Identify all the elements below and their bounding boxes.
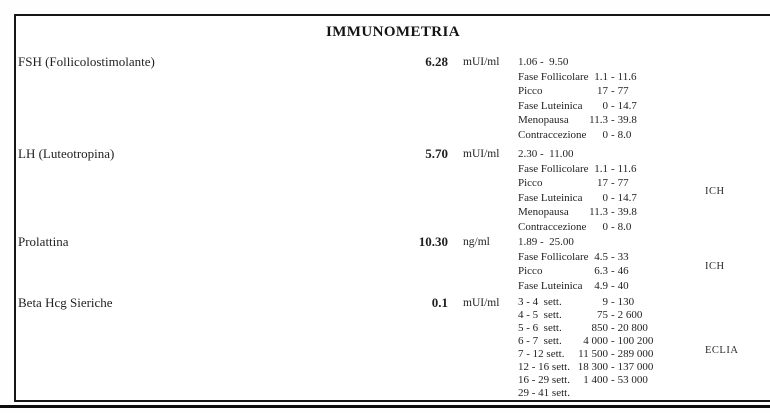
range-low: 17: [597, 85, 608, 98]
reference-sub: [518, 296, 718, 309]
range-low: 4.9: [594, 279, 608, 292]
test-unit: mUI/ml: [463, 56, 500, 68]
range-separator: -: [611, 177, 615, 190]
range-label: Fase Follicolare: [518, 162, 589, 175]
range-high: 53 000: [617, 374, 648, 386]
reference-ranges: [518, 55, 718, 143]
range-high: 8.0: [617, 220, 632, 233]
range-separator: -: [611, 128, 615, 141]
reference-sub: [518, 176, 718, 191]
range-low: 0: [602, 99, 608, 112]
reference-sub: [518, 70, 718, 85]
range-low: 1.1: [594, 162, 608, 175]
reference-sub: [518, 99, 718, 114]
test-result-value: 0.1: [431, 295, 448, 310]
range-low: 11 500: [578, 348, 608, 360]
method-label: ICH: [705, 261, 725, 272]
bottom-rule: [0, 405, 770, 408]
range-separator: -: [611, 309, 615, 321]
reference-sub: [518, 361, 718, 374]
range-low: 4.5: [594, 250, 608, 263]
reference-sub: [518, 335, 718, 348]
method-label: ICH: [705, 186, 725, 197]
range-separator: -: [611, 322, 615, 334]
range-low: 1.1: [594, 70, 608, 83]
range-low: 6.3: [594, 265, 608, 278]
range-high: 8.0: [617, 128, 632, 141]
range-separator: -: [611, 191, 615, 204]
range-low: 1 400: [583, 374, 608, 386]
range-separator: -: [611, 265, 615, 278]
range-high: 20 800: [617, 322, 648, 334]
range-high: 137 000: [617, 361, 654, 373]
range-label: Picco: [518, 85, 543, 98]
reference-ranges: [518, 296, 718, 400]
range-separator: -: [611, 361, 615, 373]
range-separator: -: [611, 279, 615, 292]
range-label: Menopausa: [518, 206, 569, 219]
range-label: 5 - 6 sett.: [518, 322, 562, 334]
range-low: 0: [602, 220, 608, 233]
range-label: Fase Luteinica: [518, 279, 583, 292]
range-low: 75: [597, 309, 608, 321]
range-label: Fase Follicolare: [518, 250, 589, 263]
reference-sub: [518, 374, 718, 387]
range-high: 46: [617, 265, 629, 278]
range-separator: -: [611, 99, 615, 112]
range-high: 39.8: [617, 114, 637, 127]
range-high: 289 000: [617, 348, 654, 360]
test-result-value: 10.30: [418, 234, 448, 249]
test-name: LH (Luteotropina): [18, 146, 115, 161]
test-name: Beta Hcg Sieriche: [18, 295, 113, 310]
reference-ranges: [518, 147, 718, 235]
range-label: 6 - 7 sett.: [518, 335, 562, 347]
reference-sub: [518, 220, 718, 235]
reference-sub: [518, 348, 718, 361]
test-result-value: 6.28: [425, 54, 448, 69]
range-high: 2 600: [617, 309, 643, 321]
range-separator: -: [611, 162, 615, 175]
range-label: 4 - 5 sett.: [518, 309, 562, 321]
reference-sub: [518, 250, 718, 265]
range-label: Menopausa: [518, 114, 569, 127]
range-separator: -: [611, 296, 615, 308]
reference-sub: [518, 162, 718, 177]
reference-sub: [518, 264, 718, 279]
range-label: Fase Luteinica: [518, 99, 583, 112]
range-low: 18 300: [577, 361, 608, 373]
range-separator: -: [611, 374, 615, 386]
test-name: Prolattina: [18, 234, 69, 249]
reference-main: 2.30 - 11.00: [518, 148, 574, 160]
reference-sub: [518, 84, 718, 99]
reference-sub: [518, 191, 718, 206]
reference-sub: [518, 387, 718, 400]
range-low: 4 000: [583, 335, 608, 347]
range-low: 0: [602, 128, 608, 141]
range-label: Fase Follicolare: [518, 70, 589, 83]
range-high: 40: [617, 279, 629, 292]
range-label: Contraccezione: [518, 220, 587, 233]
range-label: Contraccezione: [518, 128, 587, 141]
range-high: 11.6: [617, 162, 637, 175]
range-low: 17: [597, 177, 608, 190]
immunometria-panel: [14, 14, 770, 402]
range-low: 850: [591, 322, 608, 334]
range-separator: -: [611, 348, 615, 360]
range-separator: -: [611, 85, 615, 98]
test-unit: mUI/ml: [463, 148, 500, 160]
range-label: 3 - 4 sett.: [518, 296, 562, 308]
range-high: 100 200: [617, 335, 654, 347]
range-high: 77: [617, 177, 629, 190]
test-result-value: 5.70: [425, 146, 448, 161]
range-low: 11.3: [589, 206, 608, 219]
range-high: 14.7: [617, 99, 637, 112]
range-separator: -: [611, 206, 615, 219]
range-separator: -: [611, 70, 615, 83]
range-high: 11.6: [617, 70, 637, 83]
reference-main: 1.06 - 9.50: [518, 56, 569, 68]
range-low: 0: [602, 191, 608, 204]
range-label: 16 - 29 sett.: [518, 374, 570, 386]
reference-sub: [518, 205, 718, 220]
reference-main: 1.89 - 25.00: [518, 236, 574, 248]
range-label: 12 - 16 sett.: [518, 361, 570, 373]
range-high: 130: [617, 296, 635, 308]
range-label: 29 - 41 sett.: [518, 387, 570, 399]
reference-sub: [518, 309, 718, 322]
test-name: FSH (Follicolostimolante): [18, 54, 155, 69]
reference-sub: [518, 128, 718, 143]
range-label: 7 - 12 sett.: [518, 348, 565, 360]
range-low: 11.3: [589, 114, 608, 127]
reference-ranges: [518, 235, 718, 293]
reference-sub: [518, 279, 718, 294]
range-separator: -: [611, 250, 615, 263]
range-high: 77: [617, 85, 629, 98]
test-unit: mUI/ml: [463, 297, 500, 309]
range-high: 33: [617, 250, 629, 263]
range-label: Picco: [518, 265, 543, 278]
range-label: Picco: [518, 177, 543, 190]
range-high: 39.8: [617, 206, 637, 219]
reference-sub: [518, 113, 718, 128]
panel-title: IMMUNOMETRIA: [326, 24, 460, 40]
test-unit: ng/ml: [463, 236, 490, 248]
reference-sub: [518, 322, 718, 335]
range-low: 9: [602, 296, 608, 308]
range-label: Fase Luteinica: [518, 191, 583, 204]
range-separator: -: [611, 335, 615, 347]
range-separator: -: [611, 220, 615, 233]
range-separator: -: [611, 114, 615, 127]
range-high: 14.7: [617, 191, 637, 204]
method-label: ECLIA: [705, 345, 739, 356]
